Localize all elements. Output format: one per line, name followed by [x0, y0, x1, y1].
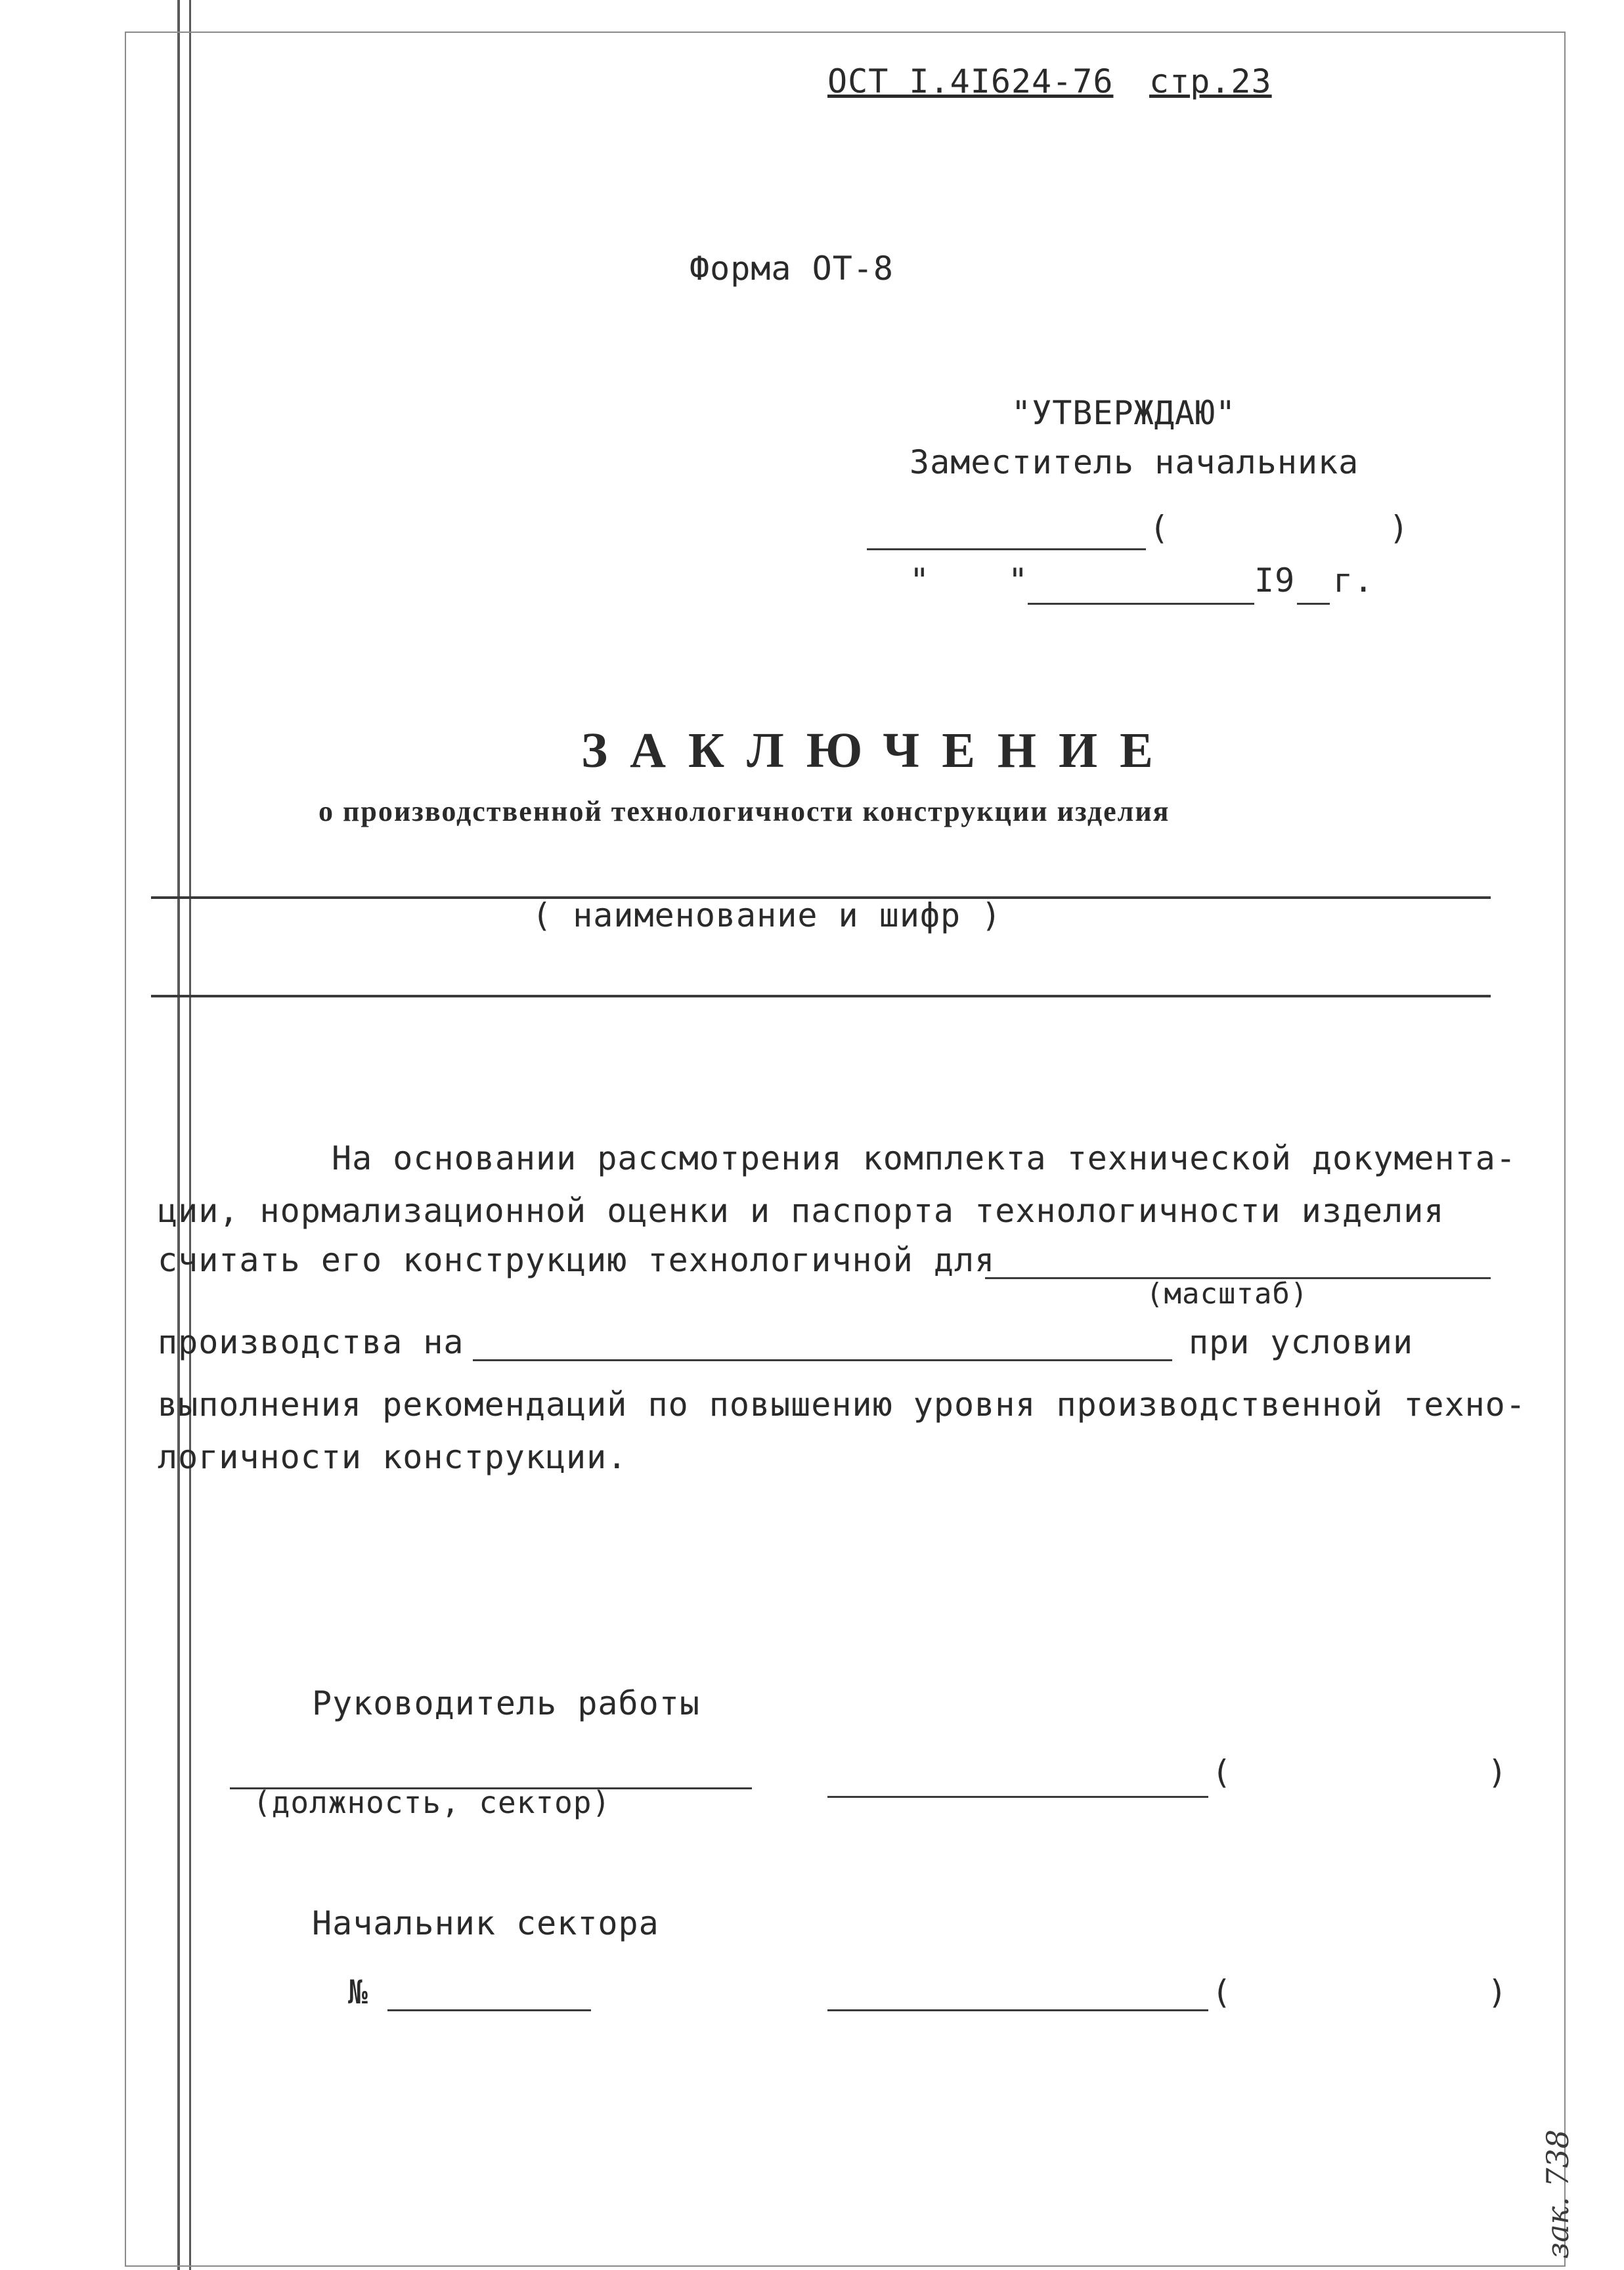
- approval-signature-line: [867, 548, 1146, 550]
- approval-name-open: (: [1149, 509, 1170, 547]
- approval-date-quote-open: ": [910, 561, 931, 600]
- work-lead-name-open: (: [1212, 1753, 1233, 1791]
- order-number-note: зак. 738: [1540, 2129, 1575, 2259]
- approval-name-close: ): [1389, 509, 1410, 547]
- approval-month-line: [1028, 603, 1254, 605]
- sector-head-name-close: ): [1487, 1973, 1508, 2011]
- sector-number-line: [387, 2009, 591, 2011]
- document-subtitle: о производственной технологичности конструкции изделия: [318, 795, 1170, 827]
- approval-year: I9: [1254, 561, 1296, 600]
- approval-position: Заместитель начальника: [910, 443, 1359, 481]
- document-title: ЗАКЛЮЧЕНИЕ: [581, 723, 1175, 778]
- sector-head-name-open: (: [1212, 1973, 1233, 2011]
- body-line-3: считать его конструкцию технологичной для: [158, 1241, 996, 1279]
- sector-number-sign: №: [348, 1973, 369, 2011]
- body-line-2: ции, нормализационной оценки и паспорта технологичности изделия: [158, 1192, 1445, 1230]
- approval-year-line: [1297, 603, 1330, 605]
- body-line-1: На основании рассмотрения комплекта технической документа-: [332, 1139, 1516, 1177]
- work-lead-label: Руководитель работы: [312, 1684, 700, 1722]
- sector-head-label: Начальник сектора: [312, 1904, 659, 1942]
- scale-caption: (масштаб): [1146, 1277, 1309, 1311]
- approval-stamp: "УТВЕРЖДАЮ": [1011, 394, 1237, 432]
- product-name-line-2: [151, 995, 1491, 997]
- body-line-6: логичности конструкции.: [158, 1438, 628, 1476]
- production-volume-line: [473, 1359, 1172, 1361]
- work-lead-signature-line: [827, 1796, 1208, 1798]
- page-number: стр.23: [1149, 62, 1272, 100]
- body-line-5: выполнения рекомендаций по повышению уровня производственной техно-: [158, 1386, 1526, 1424]
- standard-number: ОСТ I.4I624-76: [827, 62, 1114, 100]
- approval-year-suffix: г.: [1333, 561, 1374, 600]
- position-caption: (должность, сектор): [253, 1785, 611, 1820]
- form-label: Форма ОТ-8: [690, 250, 894, 288]
- approval-date-quote-close: ": [1008, 561, 1029, 600]
- product-name-caption: ( наименование и шифр ): [532, 896, 1002, 934]
- body-line-4-start: производства на: [158, 1323, 464, 1361]
- body-line-4-end: при условии: [1189, 1323, 1414, 1361]
- work-lead-name-close: ): [1487, 1753, 1508, 1791]
- sector-head-signature-line: [827, 2009, 1208, 2011]
